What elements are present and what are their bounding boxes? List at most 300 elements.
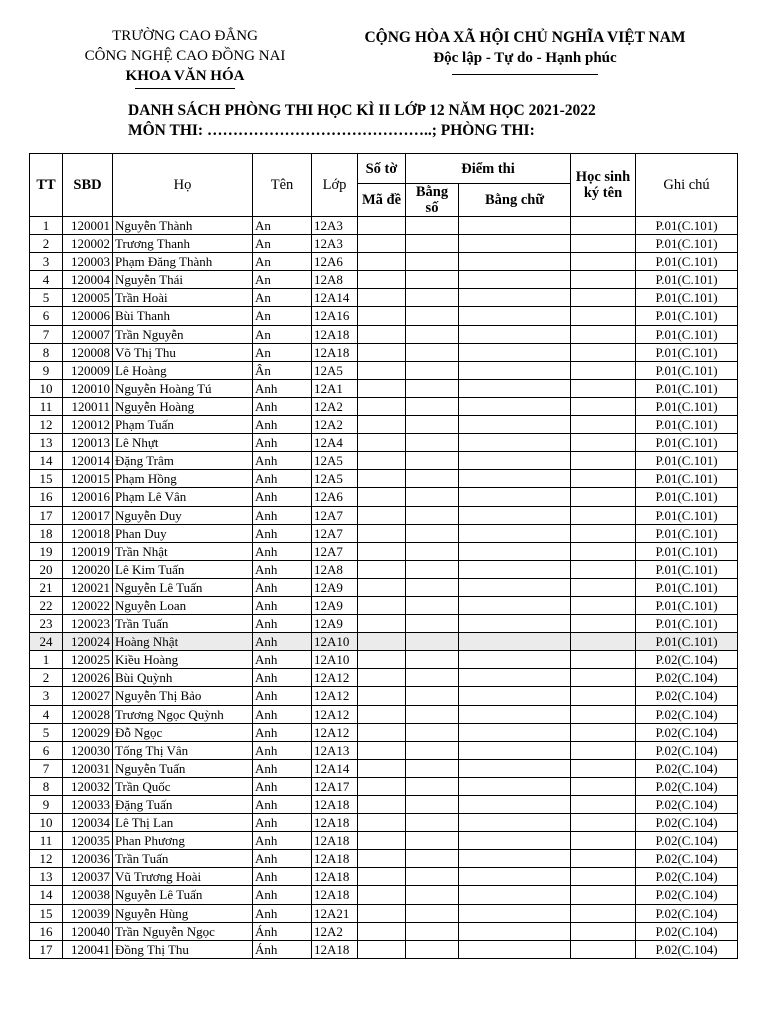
cell-ten: Anh [253, 506, 312, 524]
cell-bang-so [406, 416, 459, 434]
cell-tt: 22 [30, 596, 63, 614]
cell-bang-chu [459, 615, 571, 633]
cell-ho: Nguyễn Hùng [113, 904, 253, 922]
cell-lop: 12A8 [312, 560, 358, 578]
cell-signature [571, 506, 636, 524]
cell-ghi-chu: P.01(C.101) [636, 397, 738, 415]
table-row [30, 850, 738, 868]
cell-bang-so [406, 307, 459, 325]
cell-sbd: 120018 [63, 524, 113, 542]
cell-sbd: 120004 [63, 271, 113, 289]
cell-ho: Trương Thanh [113, 235, 253, 253]
cell-bang-chu [459, 397, 571, 415]
cell-ma-de [358, 271, 406, 289]
table-row [30, 759, 738, 777]
table-row [30, 361, 738, 379]
cell-ten: Anh [253, 379, 312, 397]
cell-ho: Vũ Trương Hoài [113, 868, 253, 886]
cell-lop: 12A13 [312, 741, 358, 759]
cell-signature [571, 596, 636, 614]
cell-bang-so [406, 578, 459, 596]
cell-tt: 10 [30, 814, 63, 832]
cell-bang-so [406, 434, 459, 452]
cell-ho: Trần Tuấn [113, 850, 253, 868]
cell-lop: 12A9 [312, 578, 358, 596]
cell-ghi-chu: P.02(C.104) [636, 669, 738, 687]
cell-signature [571, 759, 636, 777]
cell-ten: Anh [253, 777, 312, 795]
cell-signature [571, 488, 636, 506]
cell-bang-chu [459, 542, 571, 560]
col-header-bang-chu: Bằng chữ [459, 184, 571, 217]
cell-ma-de [358, 506, 406, 524]
cell-lop: 12A1 [312, 379, 358, 397]
cell-signature [571, 235, 636, 253]
cell-bang-so [406, 596, 459, 614]
cell-ghi-chu: P.01(C.101) [636, 325, 738, 343]
cell-sbd: 120029 [63, 723, 113, 741]
cell-ho: Trần Nhật [113, 542, 253, 560]
cell-lop: 12A7 [312, 524, 358, 542]
cell-bang-so [406, 542, 459, 560]
cell-signature [571, 452, 636, 470]
cell-lop: 12A12 [312, 669, 358, 687]
cell-bang-chu [459, 253, 571, 271]
cell-bang-chu [459, 325, 571, 343]
cell-tt: 10 [30, 379, 63, 397]
cell-ten: Anh [253, 814, 312, 832]
cell-lop: 12A18 [312, 814, 358, 832]
cell-sbd: 120012 [63, 416, 113, 434]
cell-sbd: 120030 [63, 741, 113, 759]
cell-signature [571, 796, 636, 814]
cell-ma-de [358, 850, 406, 868]
cell-tt: 6 [30, 307, 63, 325]
cell-bang-so [406, 235, 459, 253]
cell-ma-de [358, 741, 406, 759]
cell-ghi-chu: P.01(C.101) [636, 343, 738, 361]
cell-tt: 4 [30, 705, 63, 723]
cell-sbd: 120007 [63, 325, 113, 343]
cell-ghi-chu: P.01(C.101) [636, 289, 738, 307]
cell-tt: 6 [30, 741, 63, 759]
table-row [30, 832, 738, 850]
cell-ma-de [358, 796, 406, 814]
cell-ho: Nguyễn Thái [113, 271, 253, 289]
cell-ghi-chu: P.01(C.101) [636, 560, 738, 578]
cell-ten: Anh [253, 596, 312, 614]
cell-bang-chu [459, 741, 571, 759]
cell-lop: 12A18 [312, 832, 358, 850]
cell-ho: Đặng Trâm [113, 452, 253, 470]
cell-ten: An [253, 217, 312, 235]
cell-ghi-chu: P.02(C.104) [636, 832, 738, 850]
cell-ten: An [253, 271, 312, 289]
table-row [30, 452, 738, 470]
cell-ho: Đồng Thị Thu [113, 940, 253, 958]
cell-lop: 12A4 [312, 434, 358, 452]
cell-ghi-chu: P.01(C.101) [636, 542, 738, 560]
cell-bang-so [406, 615, 459, 633]
cell-tt: 15 [30, 470, 63, 488]
table-row [30, 705, 738, 723]
cell-ma-de [358, 217, 406, 235]
cell-ten: Anh [253, 416, 312, 434]
cell-ho: Phan Phương [113, 832, 253, 850]
col-header-ma-de: Mã đề [358, 184, 406, 217]
cell-ghi-chu: P.02(C.104) [636, 940, 738, 958]
cell-signature [571, 307, 636, 325]
cell-tt: 17 [30, 940, 63, 958]
cell-ma-de [358, 705, 406, 723]
cell-ghi-chu: P.01(C.101) [636, 452, 738, 470]
cell-sbd: 120022 [63, 596, 113, 614]
cell-ghi-chu: P.02(C.104) [636, 886, 738, 904]
cell-sbd: 120040 [63, 922, 113, 940]
cell-signature [571, 687, 636, 705]
cell-sbd: 120017 [63, 506, 113, 524]
cell-bang-chu [459, 868, 571, 886]
cell-bang-so [406, 940, 459, 958]
cell-lop: 12A10 [312, 633, 358, 651]
cell-signature [571, 741, 636, 759]
cell-ho: Lê Kim Tuấn [113, 560, 253, 578]
table-body [30, 217, 738, 959]
cell-ten: An [253, 343, 312, 361]
cell-bang-so [406, 343, 459, 361]
cell-ten: Anh [253, 542, 312, 560]
cell-signature [571, 868, 636, 886]
cell-lop: 12A18 [312, 850, 358, 868]
cell-ho: Nguyễn Duy [113, 506, 253, 524]
cell-sbd: 120037 [63, 868, 113, 886]
cell-sbd: 120011 [63, 397, 113, 415]
cell-ghi-chu: P.02(C.104) [636, 651, 738, 669]
cell-ten: Anh [253, 633, 312, 651]
cell-ghi-chu: P.01(C.101) [636, 524, 738, 542]
cell-ho: Tống Thị Vân [113, 741, 253, 759]
cell-bang-so [406, 271, 459, 289]
cell-ho: Nguyễn Lê Tuấn [113, 886, 253, 904]
cell-bang-chu [459, 416, 571, 434]
cell-bang-chu [459, 271, 571, 289]
cell-bang-so [406, 253, 459, 271]
cell-signature [571, 289, 636, 307]
cell-ma-de [358, 560, 406, 578]
cell-bang-chu [459, 777, 571, 795]
cell-ma-de [358, 307, 406, 325]
divider-line [452, 74, 598, 75]
cell-lop: 12A6 [312, 253, 358, 271]
cell-signature [571, 434, 636, 452]
table-row [30, 940, 738, 958]
cell-ma-de [358, 777, 406, 795]
cell-sbd: 120001 [63, 217, 113, 235]
cell-ten: Anh [253, 904, 312, 922]
cell-lop: 12A17 [312, 777, 358, 795]
cell-bang-chu [459, 705, 571, 723]
cell-signature [571, 343, 636, 361]
cell-ma-de [358, 343, 406, 361]
cell-ghi-chu: P.01(C.101) [636, 506, 738, 524]
table-row [30, 343, 738, 361]
cell-lop: 12A2 [312, 416, 358, 434]
cell-tt: 14 [30, 452, 63, 470]
cell-ghi-chu: P.02(C.104) [636, 777, 738, 795]
cell-bang-so [406, 217, 459, 235]
cell-lop: 12A5 [312, 361, 358, 379]
cell-ho: Nguyễn Loan [113, 596, 253, 614]
cell-bang-so [406, 325, 459, 343]
table-row [30, 506, 738, 524]
cell-ho: Trần Quốc [113, 777, 253, 795]
cell-ten: Anh [253, 669, 312, 687]
cell-ho: Nguyễn Hoàng [113, 397, 253, 415]
school-type: TRƯỜNG CAO ĐẲNG [112, 28, 258, 44]
national-motto: Độc lập - Tự do - Hạnh phúc [433, 50, 617, 66]
table-row [30, 868, 738, 886]
cell-ten: Anh [253, 578, 312, 596]
cell-ma-de [358, 361, 406, 379]
cell-tt: 11 [30, 397, 63, 415]
cell-bang-chu [459, 687, 571, 705]
table-row [30, 416, 738, 434]
cell-bang-chu [459, 488, 571, 506]
cell-bang-so [406, 452, 459, 470]
cell-ghi-chu: P.02(C.104) [636, 687, 738, 705]
cell-tt: 5 [30, 289, 63, 307]
cell-sbd: 120008 [63, 343, 113, 361]
cell-bang-chu [459, 814, 571, 832]
cell-tt: 3 [30, 687, 63, 705]
cell-bang-so [406, 488, 459, 506]
cell-lop: 12A6 [312, 488, 358, 506]
cell-ghi-chu: P.02(C.104) [636, 741, 738, 759]
cell-bang-so [406, 705, 459, 723]
cell-ten: Anh [253, 488, 312, 506]
cell-signature [571, 217, 636, 235]
cell-signature [571, 271, 636, 289]
cell-bang-chu [459, 379, 571, 397]
cell-sbd: 120036 [63, 850, 113, 868]
cell-ten: Anh [253, 470, 312, 488]
cell-tt: 7 [30, 759, 63, 777]
cell-bang-chu [459, 289, 571, 307]
cell-bang-chu [459, 832, 571, 850]
cell-ten: Anh [253, 796, 312, 814]
cell-ten: Anh [253, 741, 312, 759]
cell-signature [571, 633, 636, 651]
cell-signature [571, 651, 636, 669]
col-header-so-to: Số tờ [358, 154, 406, 184]
cell-sbd: 120014 [63, 452, 113, 470]
cell-lop: 12A18 [312, 940, 358, 958]
cell-bang-chu [459, 723, 571, 741]
school-name: CÔNG NGHỆ CAO ĐỒNG NAI [84, 48, 286, 64]
table-row [30, 723, 738, 741]
cell-ten: Ân [253, 361, 312, 379]
cell-sbd: 120034 [63, 814, 113, 832]
cell-bang-so [406, 741, 459, 759]
cell-bang-so [406, 796, 459, 814]
cell-lop: 12A21 [312, 904, 358, 922]
cell-ma-de [358, 814, 406, 832]
cell-ten: Anh [253, 434, 312, 452]
exam-room-table [29, 153, 738, 959]
cell-tt: 18 [30, 524, 63, 542]
cell-ma-de [358, 723, 406, 741]
cell-signature [571, 615, 636, 633]
cell-ma-de [358, 524, 406, 542]
cell-lop: 12A3 [312, 217, 358, 235]
cell-ho: Bùi Thanh [113, 307, 253, 325]
cell-tt: 9 [30, 796, 63, 814]
cell-sbd: 120039 [63, 904, 113, 922]
cell-lop: 12A18 [312, 343, 358, 361]
cell-signature [571, 416, 636, 434]
cell-ghi-chu: P.02(C.104) [636, 814, 738, 832]
cell-bang-chu [459, 759, 571, 777]
table-row [30, 578, 738, 596]
cell-tt: 7 [30, 325, 63, 343]
cell-ten: Anh [253, 850, 312, 868]
cell-ho: Nguyễn Thành [113, 217, 253, 235]
cell-tt: 5 [30, 723, 63, 741]
table-row [30, 325, 738, 343]
cell-ho: Phan Duy [113, 524, 253, 542]
cell-tt: 23 [30, 615, 63, 633]
cell-sbd: 120025 [63, 651, 113, 669]
cell-bang-chu [459, 578, 571, 596]
cell-sbd: 120010 [63, 379, 113, 397]
cell-tt: 21 [30, 578, 63, 596]
cell-ghi-chu: P.01(C.101) [636, 434, 738, 452]
cell-signature [571, 850, 636, 868]
cell-ho: Trần Tuấn [113, 615, 253, 633]
table-row [30, 886, 738, 904]
cell-bang-chu [459, 940, 571, 958]
cell-ten: An [253, 307, 312, 325]
cell-ho: Trần Hoài [113, 289, 253, 307]
cell-ho: Phạm Lê Vân [113, 488, 253, 506]
table-row [30, 633, 738, 651]
table-row [30, 524, 738, 542]
cell-bang-chu [459, 506, 571, 524]
cell-signature [571, 397, 636, 415]
cell-tt: 16 [30, 922, 63, 940]
cell-ten: An [253, 235, 312, 253]
cell-lop: 12A8 [312, 271, 358, 289]
cell-ma-de [358, 633, 406, 651]
cell-ghi-chu: P.01(C.101) [636, 379, 738, 397]
cell-lop: 12A18 [312, 325, 358, 343]
cell-bang-so [406, 560, 459, 578]
table-row [30, 488, 738, 506]
document-title [128, 101, 596, 141]
cell-ten: Anh [253, 832, 312, 850]
col-header-bang-so: Bằng số [406, 184, 459, 217]
cell-tt: 1 [30, 217, 63, 235]
cell-signature [571, 777, 636, 795]
cell-signature [571, 379, 636, 397]
cell-sbd: 120020 [63, 560, 113, 578]
cell-tt: 2 [30, 235, 63, 253]
cell-ma-de [358, 235, 406, 253]
table-row [30, 235, 738, 253]
cell-ten: Anh [253, 452, 312, 470]
cell-ten: Anh [253, 868, 312, 886]
table-row [30, 596, 738, 614]
cell-ma-de [358, 886, 406, 904]
cell-bang-so [406, 723, 459, 741]
col-header-sbd: SBD [63, 154, 113, 217]
cell-bang-so [406, 524, 459, 542]
cell-ma-de [358, 470, 406, 488]
cell-ghi-chu: P.02(C.104) [636, 759, 738, 777]
cell-ho: Bùi Quỳnh [113, 669, 253, 687]
cell-ten: An [253, 325, 312, 343]
cell-ghi-chu: P.02(C.104) [636, 904, 738, 922]
cell-signature [571, 886, 636, 904]
cell-signature [571, 560, 636, 578]
cell-bang-so [406, 832, 459, 850]
cell-bang-so [406, 651, 459, 669]
cell-lop: 12A9 [312, 596, 358, 614]
cell-ghi-chu: P.01(C.101) [636, 361, 738, 379]
cell-sbd: 120035 [63, 832, 113, 850]
table-row [30, 687, 738, 705]
cell-tt: 14 [30, 886, 63, 904]
cell-bang-so [406, 379, 459, 397]
cell-lop: 12A9 [312, 615, 358, 633]
cell-ma-de [358, 940, 406, 958]
cell-ma-de [358, 289, 406, 307]
cell-ma-de [358, 669, 406, 687]
cell-ghi-chu: P.01(C.101) [636, 470, 738, 488]
cell-sbd: 120024 [63, 633, 113, 651]
cell-bang-chu [459, 470, 571, 488]
title-line: DANH SÁCH PHÒNG THI HỌC KÌ II LỚP 12 NĂM HỌC 2021-2022 [128, 102, 596, 119]
cell-bang-so [406, 922, 459, 940]
table-row [30, 271, 738, 289]
cell-ma-de [358, 325, 406, 343]
cell-bang-so [406, 470, 459, 488]
table-row [30, 542, 738, 560]
cell-ghi-chu: P.01(C.101) [636, 615, 738, 633]
cell-tt: 8 [30, 777, 63, 795]
cell-ma-de [358, 416, 406, 434]
cell-ten: An [253, 253, 312, 271]
cell-bang-chu [459, 452, 571, 470]
cell-ten: Anh [253, 560, 312, 578]
cell-bang-chu [459, 796, 571, 814]
cell-bang-so [406, 868, 459, 886]
cell-ma-de [358, 596, 406, 614]
table-row [30, 796, 738, 814]
cell-ghi-chu: P.01(C.101) [636, 416, 738, 434]
cell-sbd: 120013 [63, 434, 113, 452]
cell-bang-chu [459, 434, 571, 452]
cell-ho: Lê Nhựt [113, 434, 253, 452]
col-header-ho: Họ [113, 154, 253, 217]
table-row [30, 615, 738, 633]
cell-ghi-chu: P.01(C.101) [636, 253, 738, 271]
cell-ten: Anh [253, 759, 312, 777]
cell-ten: Anh [253, 687, 312, 705]
cell-ghi-chu: P.01(C.101) [636, 217, 738, 235]
cell-ten: Anh [253, 651, 312, 669]
country-name: CỘNG HÒA XÃ HỘI CHỦ NGHĨA VIỆT NAM [364, 29, 686, 46]
